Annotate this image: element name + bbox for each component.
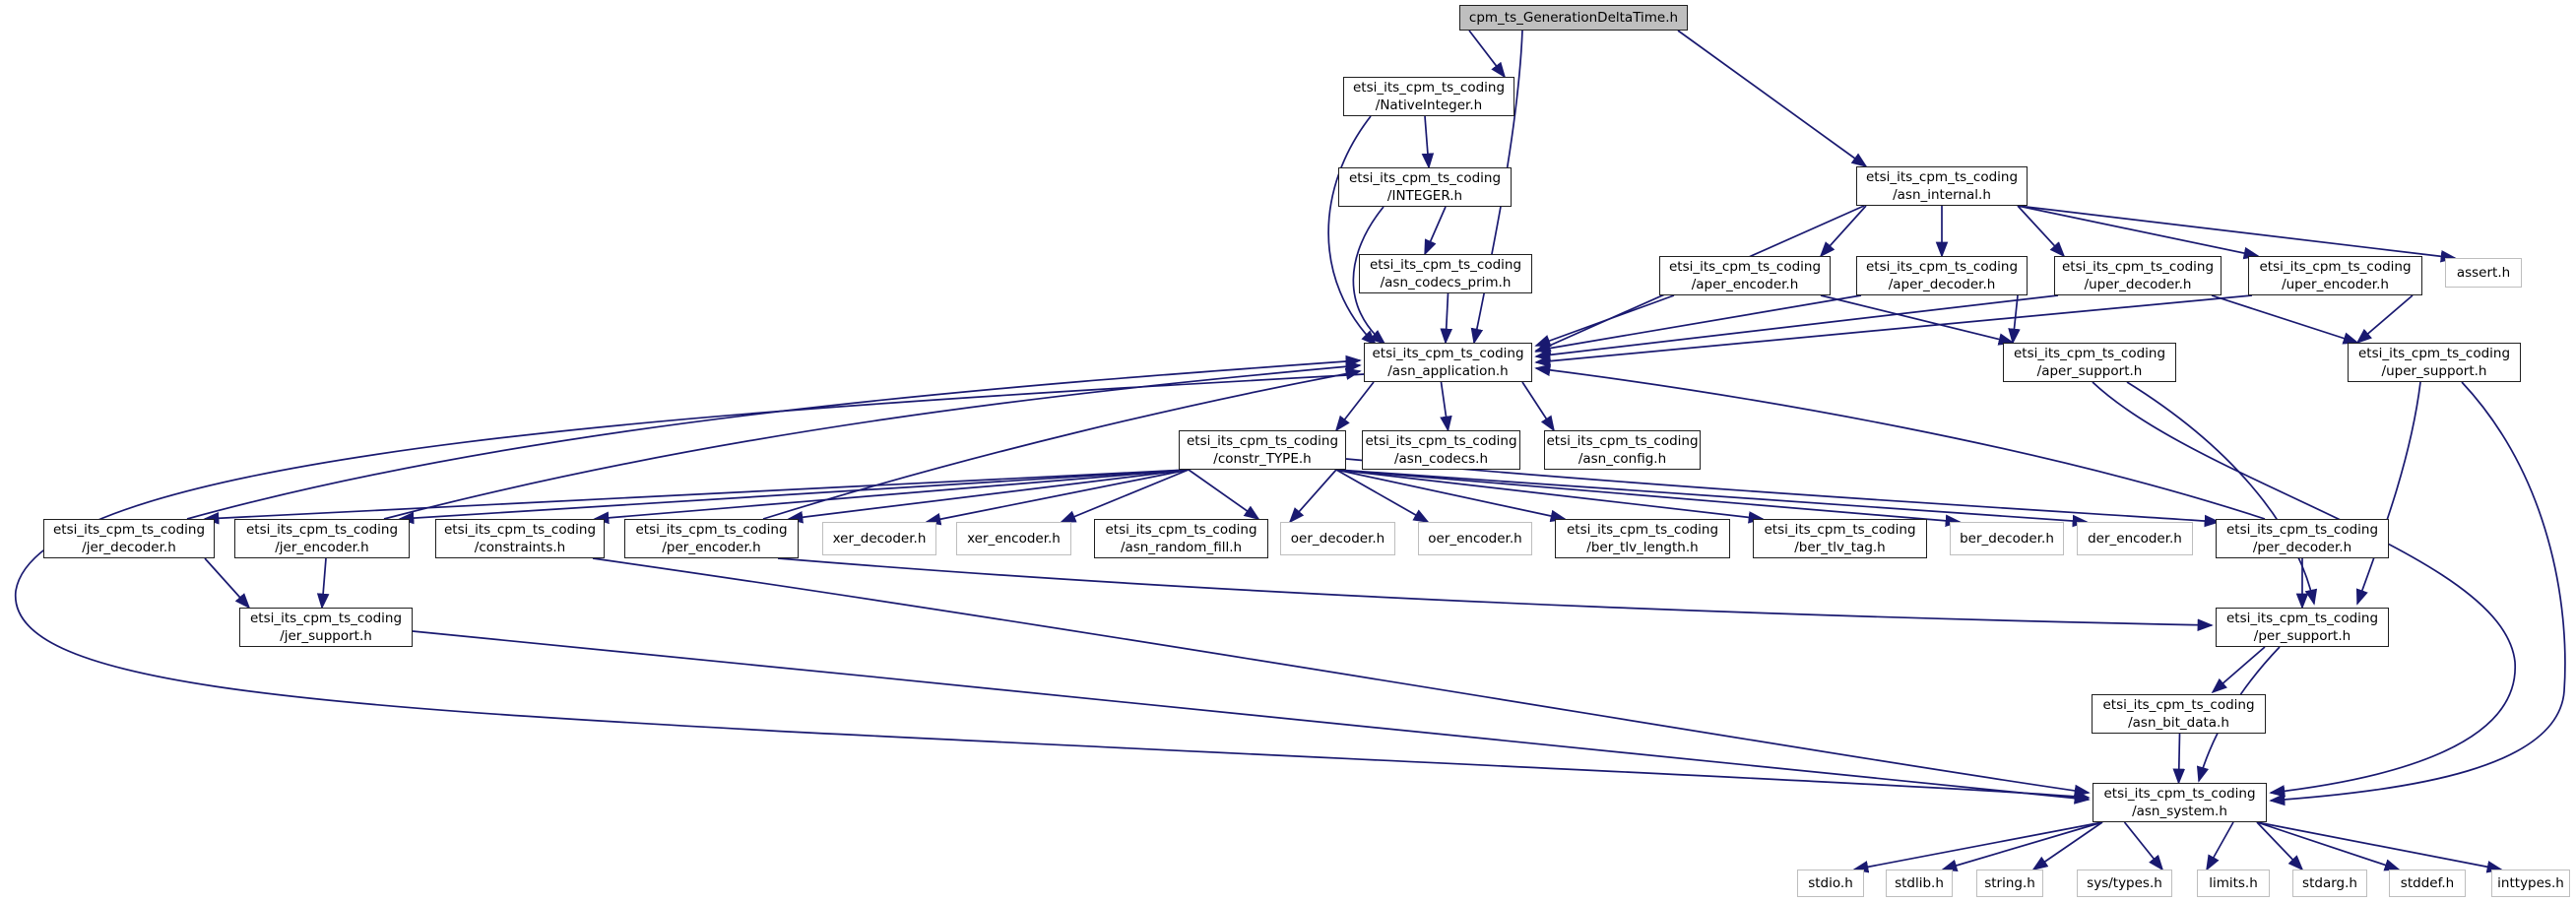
edge-constr-ber_dec [1336, 470, 1960, 522]
edge-system-stdlib [1943, 822, 2102, 870]
node-label: etsi_its_cpm_ts_coding [2225, 522, 2379, 538]
edge-constr-oer_dec [1290, 470, 1336, 522]
edge-jer_dec-jer_sup [205, 558, 249, 608]
node-oer_dec [1280, 522, 1395, 555]
edge-native-integer [1425, 116, 1429, 167]
node-label: stddef.h [2400, 875, 2455, 891]
node-label: /per_encoder.h [662, 540, 761, 555]
node-stdio [1797, 870, 1864, 897]
node-constr[interactable] [1179, 430, 1346, 470]
edge-constr-jer_dec [205, 470, 1189, 519]
node-label: assert.h [2456, 265, 2511, 281]
edge-per_sup-bit_data [2213, 647, 2265, 692]
node-rand_fill[interactable] [1094, 519, 1268, 558]
edge-system-stdio [1854, 822, 2102, 870]
node-label: /uper_encoder.h [2282, 277, 2389, 292]
node-tlv_len[interactable] [1555, 519, 1730, 558]
node-xer_enc [956, 522, 1071, 555]
node-label: etsi_its_cpm_ts_coding [1348, 170, 1502, 186]
node-label: /asn_bit_data.h [2128, 715, 2229, 731]
node-label: /jer_support.h [280, 628, 372, 644]
edge-system-systypes [2125, 822, 2163, 870]
edge-per_enc-per_sup [778, 558, 2212, 625]
node-label: etsi_its_cpm_ts_coding [1369, 257, 1522, 273]
node-config[interactable] [1544, 430, 1701, 470]
node-label: etsi_its_cpm_ts_coding [1186, 433, 1339, 449]
node-system[interactable] [2093, 783, 2267, 822]
edge-uper_sup-system [2271, 382, 2565, 801]
node-label: etsi_its_cpm_ts_coding [1372, 346, 1524, 361]
node-stdlib [1886, 870, 1953, 897]
node-label: /asn_codecs.h [1393, 451, 1489, 467]
node-string [1976, 870, 2043, 897]
node-aper_dec[interactable] [1856, 256, 2028, 295]
edge-constr-der_enc [1336, 470, 2087, 522]
edge-codecs_prim-app [1446, 293, 1449, 343]
node-der_enc [2077, 522, 2193, 555]
node-uper_sup[interactable] [2348, 343, 2521, 382]
node-label: etsi_its_cpm_ts_coding [2013, 346, 2166, 361]
edge-gen-native [1469, 31, 1505, 77]
edge-app-constr [1336, 382, 1374, 430]
node-label: /asn_internal.h [1893, 187, 1991, 203]
edge-uper_dec-app [1536, 295, 2058, 356]
node-label: /constraints.h [474, 540, 566, 555]
node-label: oer_decoder.h [1290, 531, 1385, 547]
node-label: etsi_its_cpm_ts_coding [635, 522, 788, 538]
edge-system-limits [2207, 822, 2233, 870]
node-label: etsi_its_cpm_ts_coding [1566, 522, 1719, 538]
node-label: string.h [1984, 875, 2035, 891]
node-label: stdlib.h [1895, 875, 1944, 891]
node-stdarg [2292, 870, 2367, 897]
edge-jer_sup-system [413, 631, 2089, 800]
node-ber_dec [1950, 522, 2064, 555]
edge-app-codecs [1442, 382, 1449, 430]
node-native[interactable] [1343, 77, 1514, 116]
node-label: /per_support.h [2253, 628, 2351, 644]
node-label: /asn_system.h [2132, 804, 2227, 819]
node-inttypes [2491, 870, 2570, 897]
node-label: etsi_its_cpm_ts_coding [249, 611, 403, 626]
edge-uper_sup-per_sup [2357, 382, 2420, 604]
node-jer_enc[interactable] [234, 519, 410, 558]
node-label: /NativeInteger.h [1375, 97, 1483, 113]
edge-internal-assert [2018, 206, 2455, 258]
node-label: stdarg.h [2302, 875, 2357, 891]
node-label: etsi_its_cpm_ts_coding [2103, 786, 2256, 802]
node-label: /uper_decoder.h [2084, 277, 2192, 292]
edge-aper_dec-app [1536, 295, 1861, 351]
node-label: etsi_its_cpm_ts_coding [1352, 80, 1506, 96]
node-constraints[interactable] [435, 519, 605, 558]
edge-aper_dec-aper_sup [2013, 295, 2018, 343]
node-label: /aper_decoder.h [1888, 277, 1996, 292]
node-limits [2197, 870, 2270, 897]
node-oer_enc [1418, 522, 1532, 555]
node-label: etsi_its_cpm_ts_coding [52, 522, 206, 538]
node-label: limits.h [2209, 875, 2258, 891]
node-codecs[interactable] [1362, 430, 1520, 470]
edge-constr-jer_enc [400, 470, 1189, 519]
node-label: etsi_its_cpm_ts_coding [1365, 433, 1517, 449]
node-label: der_encoder.h [2088, 531, 2182, 547]
node-label: oer_encoder.h [1428, 531, 1522, 547]
node-per_enc[interactable] [624, 519, 799, 558]
edge-integer-codecs_prim [1425, 207, 1446, 254]
node-label: /asn_codecs_prim.h [1380, 275, 1512, 290]
node-label: stdio.h [1808, 875, 1853, 891]
node-aper_sup[interactable] [2003, 343, 2176, 382]
node-label: etsi_its_cpm_ts_coding [1546, 433, 1699, 449]
node-label: /asn_config.h [1578, 451, 1667, 467]
node-xer_dec [822, 522, 936, 555]
node-jer_dec[interactable] [43, 519, 215, 558]
node-label: /ber_tlv_tag.h [1794, 540, 1886, 555]
node-app[interactable] [1364, 343, 1532, 382]
node-per_sup[interactable] [2216, 608, 2389, 647]
edge-jer_enc-jer_sup [322, 558, 326, 608]
node-label: /asn_application.h [1387, 363, 1509, 379]
node-label: etsi_its_cpm_ts_coding [1668, 259, 1822, 275]
node-label: cpm_ts_GenerationDeltaTime.h [1468, 10, 1679, 26]
node-uper_enc[interactable] [2248, 256, 2422, 295]
node-label: ber_decoder.h [1960, 531, 2054, 547]
node-label: etsi_its_cpm_ts_coding [1865, 259, 2019, 275]
node-label: etsi_its_cpm_ts_coding [2061, 259, 2215, 275]
node-aper_enc[interactable] [1659, 256, 1831, 295]
node-gen [1459, 5, 1688, 31]
edge-uper_dec-uper_sup [2212, 295, 2357, 343]
node-label: etsi_its_cpm_ts_coding [245, 522, 399, 538]
edge-internal-aper_enc [1821, 206, 1866, 256]
edge-constr-rand_fill [1189, 470, 1258, 519]
node-label: etsi_its_cpm_ts_coding [1865, 169, 2019, 185]
node-per_dec[interactable] [2216, 519, 2389, 558]
node-bit_data[interactable] [2092, 694, 2266, 734]
edge-constr-oer_enc [1336, 470, 1428, 522]
node-label: etsi_its_cpm_ts_coding [1764, 522, 1916, 538]
edge-app-config [1522, 382, 1554, 430]
edge-uper_enc-uper_sup [2357, 295, 2413, 343]
node-stddef [2389, 870, 2466, 897]
node-codecs_prim[interactable] [1359, 254, 1532, 293]
node-label: etsi_its_cpm_ts_coding [2259, 259, 2412, 275]
node-label: etsi_its_cpm_ts_coding [443, 522, 597, 538]
node-label: /uper_support.h [2381, 363, 2487, 379]
node-label: /ber_tlv_length.h [1586, 540, 1699, 555]
node-label: xer_encoder.h [967, 531, 1061, 547]
node-label: /INTEGER.h [1386, 188, 1463, 204]
node-uper_dec[interactable] [2054, 256, 2222, 295]
node-tlv_tag[interactable] [1753, 519, 1927, 558]
node-label: /jer_encoder.h [275, 540, 369, 555]
node-label: /per_decoder.h [2252, 540, 2352, 555]
edge-aper_sup-per_sup [2127, 382, 2314, 604]
node-systypes [2077, 870, 2172, 897]
node-integer[interactable] [1338, 167, 1512, 207]
node-assert [2445, 258, 2522, 288]
node-internal[interactable] [1856, 166, 2028, 206]
node-label: etsi_its_cpm_ts_coding [2357, 346, 2511, 361]
edge-native-app [1328, 116, 1376, 345]
node-label: xer_decoder.h [832, 531, 927, 547]
node-label: /asn_random_fill.h [1120, 540, 1243, 555]
node-label: etsi_its_cpm_ts_coding [2225, 611, 2379, 626]
node-label: /aper_encoder.h [1691, 277, 1799, 292]
node-jer_sup[interactable] [239, 608, 413, 647]
node-label: /aper_support.h [2036, 363, 2143, 379]
edge-gen-internal [1678, 31, 1866, 166]
edge-bit_data-system [2179, 734, 2180, 783]
node-label: etsi_its_cpm_ts_coding [2102, 697, 2255, 713]
node-label: /jer_decoder.h [82, 540, 176, 555]
node-label: etsi_its_cpm_ts_coding [1105, 522, 1257, 538]
node-label: inttypes.h [2497, 875, 2564, 891]
node-label: sys/types.h [2087, 875, 2162, 891]
node-label: /constr_TYPE.h [1213, 451, 1312, 467]
